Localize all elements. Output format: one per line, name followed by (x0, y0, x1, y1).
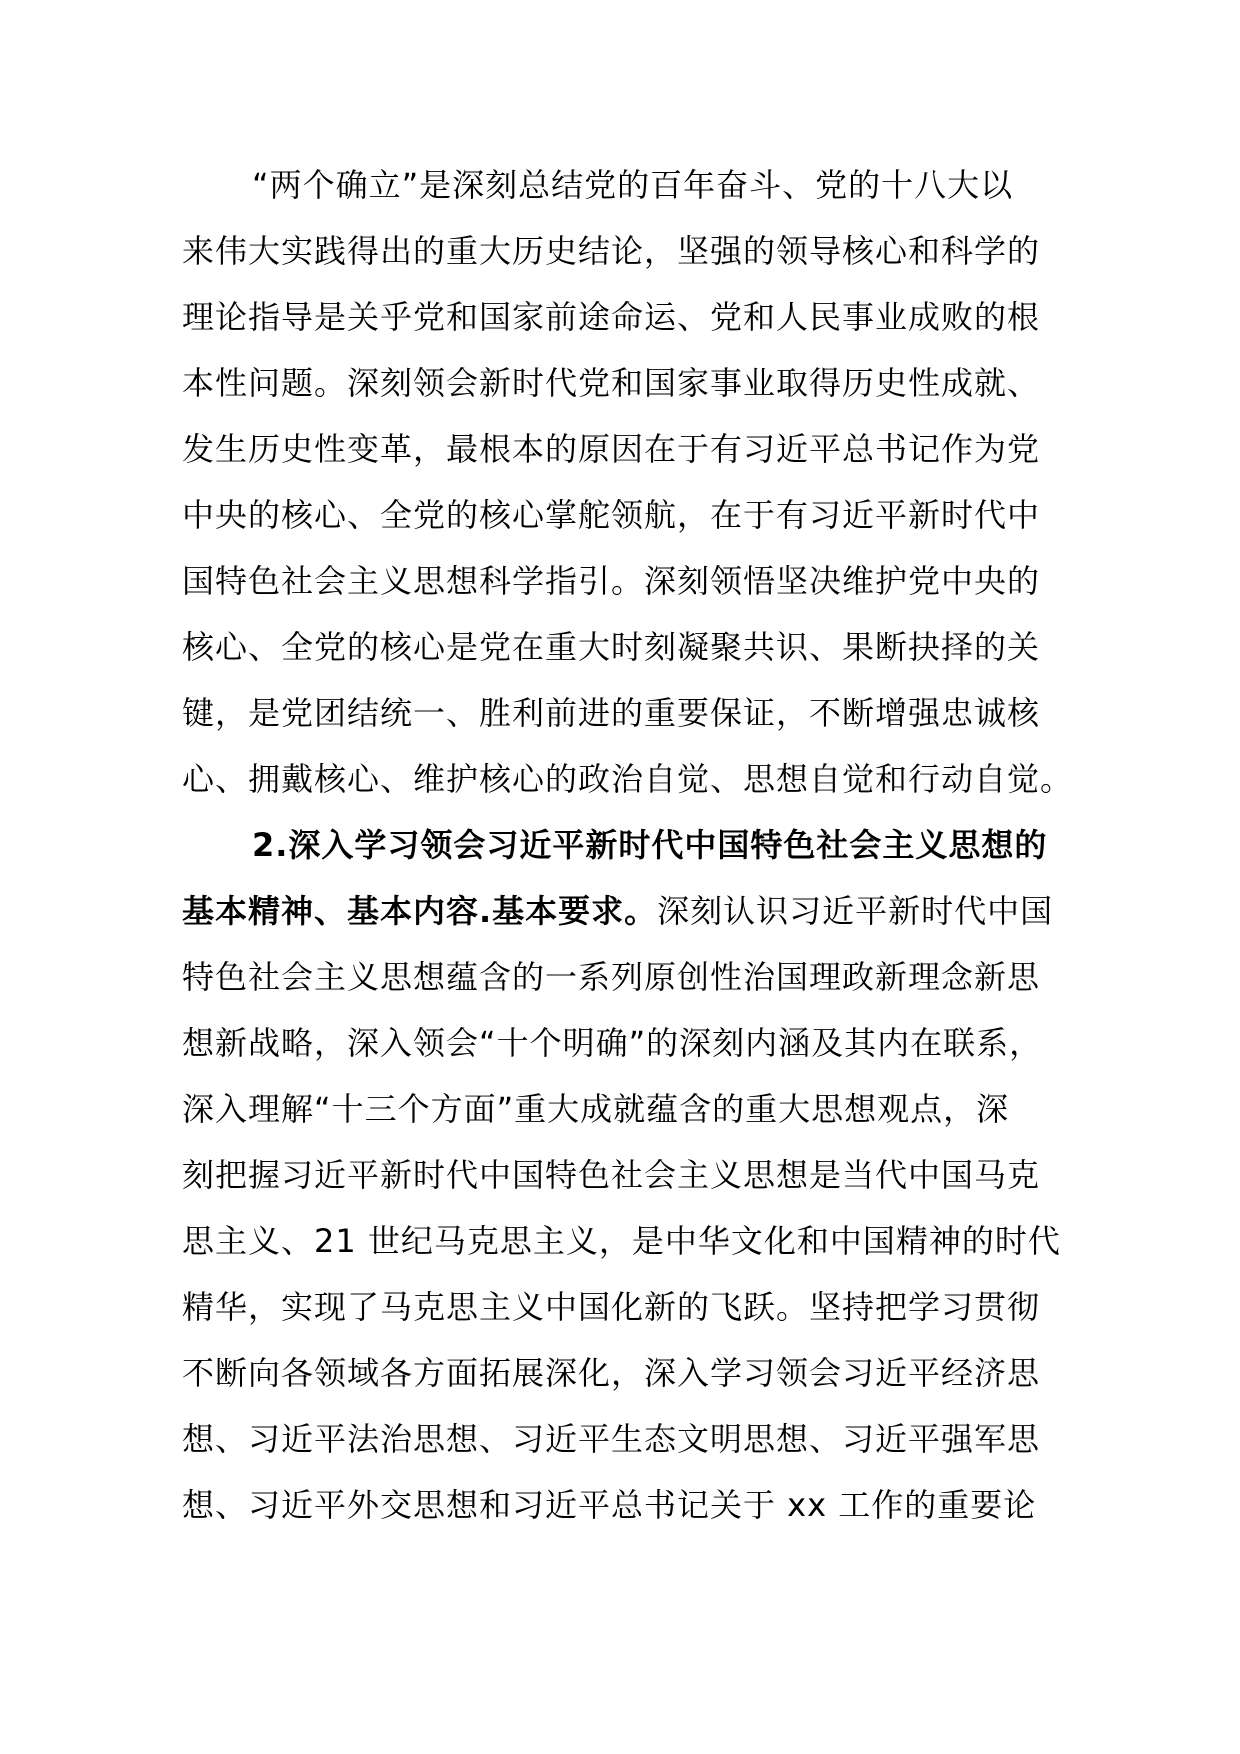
paragraph-1-line: 来伟大实践得出的重大历史结论，坚强的领导核心和科学的 (182, 232, 1041, 270)
paragraph-2-line: 想、习近平外交思想和习近平总书记关于 xx 工作的重要论 (182, 1486, 1037, 1524)
paragraph-2-line: 想新战略，深入领会“十个明确”的深刻内涵及其内在联系， (182, 1024, 1043, 1062)
paragraph-1-line: 发生历史性变革，最根本的原因在于有习近平总书记作为党 (182, 430, 1041, 468)
paragraph-2-line: 特色社会主义思想蕴含的一系列原创性治国理政新理念新思 (182, 958, 1041, 996)
paragraph-1-line: 理论指导是关乎党和国家前途命运、党和人民事业成败的根 (182, 298, 1041, 336)
paragraph-2-line: 思主义、21 世纪马克思主义，是中华文化和中国精神的时代 (182, 1222, 1061, 1260)
paragraph-2-line: 深入理解“十三个方面”重大成就蕴含的重大思想观点，深 (182, 1090, 1010, 1128)
paragraph-1-line: 本性问题。深刻领会新时代党和国家事业取得历史性成就、 (182, 364, 1041, 402)
section-heading-line-1: 2.深入学习领会习近平新时代中国特色社会主义思想的 (252, 826, 1048, 864)
paragraph-2-lead-text: 深刻认识习近平新时代中国 (657, 892, 1054, 930)
paragraph-2-line: 不断向各领域各方面拓展深化，深入学习领会习近平经济思 (182, 1354, 1041, 1392)
paragraph-1-line: 键，是党团结统一、胜利前进的重要保证，不断增强忠诚核 (182, 694, 1041, 732)
paragraph-1-line: 国特色社会主义思想科学指引。深刻领悟坚决维护党中央的 (182, 562, 1041, 600)
paragraph-2-line: 想、习近平法治思想、习近平生态文明思想、习近平强军思 (182, 1420, 1041, 1458)
body-text (182, 152, 1082, 1538)
paragraph-2-line: 精华，实现了马克思主义中国化新的飞跃。坚持把学习贯彻 (182, 1288, 1041, 1326)
paragraph-1-line: 心、拥戴核心、维护核心的政治自觉、思想自觉和行动自觉。 (182, 760, 1074, 798)
paragraph-1-line: 中央的核心、全党的核心掌舵领航，在于有习近平新时代中 (182, 496, 1041, 534)
section-heading-bold-text: 基本精神、基本内容.基本要求。 (182, 892, 658, 930)
paragraph-1-line: “两个确立”是深刻总结党的百年奋斗、党的十八大以 (252, 166, 1014, 204)
section-heading-line-2 (182, 878, 1082, 944)
paragraph-2-line: 刻把握习近平新时代中国特色社会主义思想是当代中国马克 (182, 1156, 1041, 1194)
paragraph-1-line: 核心、全党的核心是党在重大时刻凝聚共识、果断抉择的关 (182, 628, 1041, 666)
